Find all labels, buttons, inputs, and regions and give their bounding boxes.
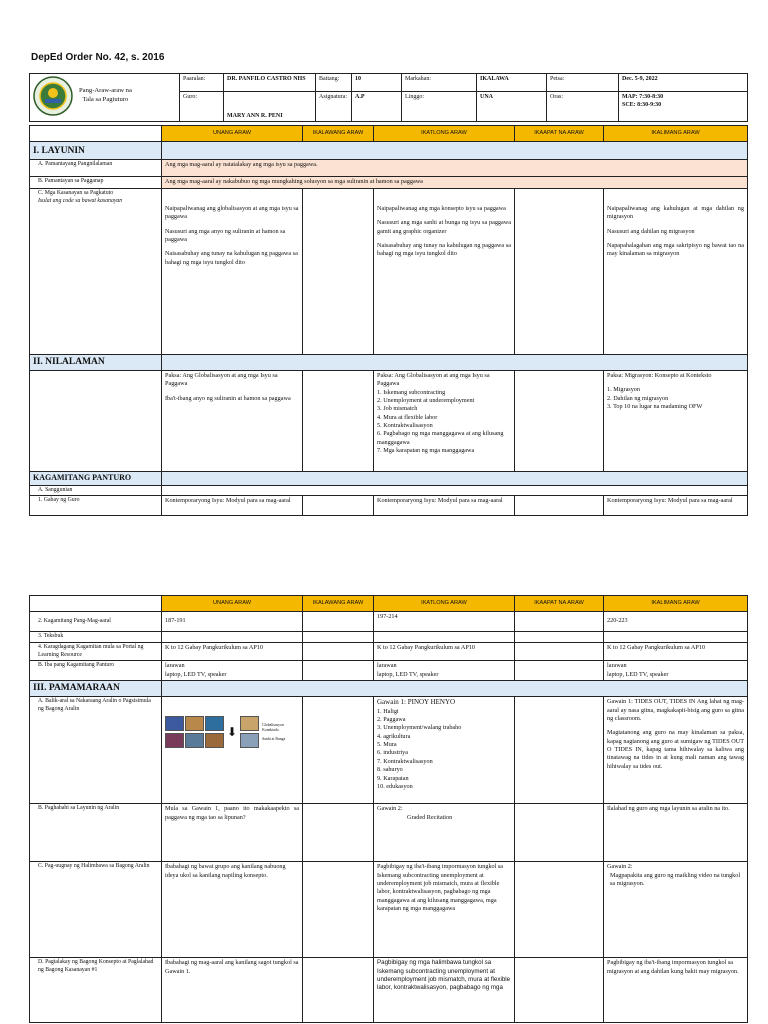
pinoy-henyo-item: 2. Paggawa bbox=[377, 716, 406, 724]
paghahabi-day3-head: Gawain 2: bbox=[377, 805, 403, 813]
iba-pang-day5-l1: larawan bbox=[607, 662, 627, 670]
deped-seal-logo bbox=[33, 76, 73, 116]
petsa-label: Petsa: bbox=[547, 74, 619, 92]
section-pamamaraan: III. PAMAMARAAN bbox=[30, 681, 162, 697]
balik-aral-day3-head: Gawain 1: PINOY HENYO bbox=[377, 698, 456, 707]
nilalaman-list-item: 6. Pagbabago ng mga manggagawa at ang kilusang manggagawa bbox=[377, 430, 504, 446]
iba-pang-day2 bbox=[303, 661, 374, 681]
kasanayan-day2 bbox=[303, 189, 374, 355]
day-header-2b: IKALAWANG ARAW bbox=[303, 596, 374, 612]
section-layunin: I. LAYUNIN bbox=[30, 142, 162, 160]
paaralan-value: DR. PANFILO CASTRO NHS bbox=[224, 74, 316, 92]
collage-image-6 bbox=[205, 733, 224, 748]
nilalaman-day1 bbox=[162, 370, 303, 471]
kasanayan-day5-p3: Napapahalagahan ang mga sakripisyo ng bawat tao na may kinalaman sa migrasyon bbox=[607, 242, 744, 258]
iba-pang-day3 bbox=[374, 661, 515, 681]
markahan-label: Markahan: bbox=[402, 74, 477, 92]
pag-uugnay-day2 bbox=[303, 862, 374, 958]
kagamitang-pang-mag-aaral-label: 2. Kagamitang Pang-Mag-aaral bbox=[30, 612, 162, 632]
collage-image-1 bbox=[165, 716, 184, 731]
gabay-day5: Kontemporaryong Isyu: Modyul para sa mag-aaral bbox=[604, 496, 748, 516]
kasanayan-day1 bbox=[162, 189, 303, 355]
kasanayan-day3-p1: Naipapaliwanag ang mga konsepto isyu sa paggawa bbox=[377, 205, 506, 212]
paaralan-label: Paaralan: bbox=[180, 74, 224, 92]
nilalaman-label-cell bbox=[30, 370, 162, 471]
nilalaman-list-item: 3. Top 10 na lugar na madaming OFW bbox=[607, 402, 703, 410]
header-logo-cell bbox=[30, 74, 180, 122]
pinoy-henyo-item: 6. industriya bbox=[377, 749, 408, 757]
balik-aral-day1 bbox=[162, 697, 303, 804]
pinoy-henyo-item: 8. sahuryo bbox=[377, 766, 403, 774]
kasanayan-day5 bbox=[604, 189, 748, 355]
pag-uugnay-day1: Ibabahagi ng bawat grupo ang kanilang nabuong ideya ukol sa kanilang napiling konsepto. bbox=[162, 862, 303, 958]
iba-pang-day4 bbox=[515, 661, 604, 681]
gabay-ng-guro-label: 1. Gabay ng Guro bbox=[30, 496, 162, 516]
pages-day2 bbox=[303, 612, 374, 632]
iba-pang-day1-l2: laptop, LED TV, speaker bbox=[165, 670, 227, 678]
arrow-down-icon: ⬇ bbox=[227, 724, 238, 739]
collage-image-4 bbox=[165, 733, 184, 748]
pamantayang-pangnilalaman-text: Ang mga mag-aaral ay natatalakay ang mga isyu sa paggawa. bbox=[162, 160, 748, 177]
paghahabi-day3 bbox=[374, 804, 515, 862]
linggo-value: UNA bbox=[477, 92, 547, 122]
paghahabi-day5: Ilalahad ng guro ang mga layunin sa aralin na ito. bbox=[604, 804, 748, 862]
teksbuk-label: 3. Teksbuk bbox=[30, 632, 162, 643]
sanggunian-label: A. Sanggunian bbox=[30, 485, 162, 496]
day-header-1: UNANG ARAW bbox=[162, 126, 303, 142]
markahan-value: IKALAWA bbox=[477, 74, 547, 92]
document-title: DepEd Order No. 42, s. 2016 bbox=[31, 52, 165, 63]
pamantayan-sa-pagganap-label: B. Pamantayan sa Pagganap bbox=[30, 177, 162, 189]
pagtalakay-day3: Pagbibigay ng mga halimbawa tungkol sa Iskemang subcontracting unemployment at underemployment job mismatch, mura at flexible labor, kontraktwalisasyon, pagbabago ng mga bbox=[374, 958, 515, 1023]
nilalaman-list-item: 2. Unemployment at underemployment bbox=[377, 396, 475, 404]
nilalaman-day3-head: Paksa: Ang Globalisasyon at ang mga Isyu sa Paggawa bbox=[377, 371, 490, 388]
day-header-3: IKATLONG ARAW bbox=[374, 126, 515, 142]
karagdagang-kagamitan-label: 4. Karagdagang Kagamitan mula sa Portal ng Learning Resource bbox=[30, 642, 162, 661]
kasanayan-title: C. Mga Kasanayan sa Pagkatuto bbox=[38, 190, 114, 196]
pagtalakay-day5: Pagbibigay ng iba't-ibang impormasyon tungkol sa migrasyon at ang dahilan kung bakit may migrasyon. bbox=[604, 958, 748, 1023]
pagtalakay-day2 bbox=[303, 958, 374, 1023]
balik-aral-day5-p1: Gawain 1: TIDES OUT, TIDES IN Ang lahat ng mag-aaral ay nasa gitna, magkakapit-bisig ang guro sa gitna ng classroom. bbox=[607, 698, 744, 722]
form-title-line1: Pang-Araw-araw na bbox=[79, 87, 132, 95]
nilalaman-list-item: 1. Iskemang subcontracting bbox=[377, 388, 446, 396]
day-header-5b: IKALIMANG ARAW bbox=[604, 596, 748, 612]
paghahabi-day1: Mula sa Gawain 1, paano ito makakaapekto sa paggawa ng mga tao sa lipunan? bbox=[162, 804, 303, 862]
gabay-day4 bbox=[515, 496, 604, 516]
kasanayan-day5-p2: Nasusuri ang dahilan ng migrasyon bbox=[607, 227, 695, 235]
section-kagamitang-panturo: KAGAMITANG PANTURO bbox=[30, 471, 162, 485]
day-header-3b: IKATLONG ARAW bbox=[374, 596, 515, 612]
gabay-day1: Kontemporaryong Isyu: Modyul para sa mag-aaral bbox=[162, 496, 303, 516]
paghahabi-day2 bbox=[303, 804, 374, 862]
section-nilalaman: II. NILALAMAN bbox=[30, 355, 162, 371]
karagdagang-day5: K to 12 Gabay Pangkurikulum sa AP10 bbox=[604, 642, 748, 661]
oras-map: MAP: 7:30-8:30 bbox=[622, 94, 664, 100]
guro-value: MARY ANN R. PENI bbox=[224, 92, 316, 122]
pag-uugnay-day5-text: Magpapakita ang guro ng maikling video na tungkol sa migrasyon. bbox=[610, 871, 741, 887]
kasanayan-subtitle: Isulat ang code sa bawat kasanayan bbox=[38, 197, 123, 204]
mga-kasanayan-label bbox=[30, 189, 162, 355]
pages-day1: 187-191 bbox=[162, 612, 303, 632]
corner-cell-2 bbox=[30, 596, 162, 612]
kasanayan-day3-p3: Naisasabuhay ang tunay na kahulugan ng paggawa sa bahagi ng mga isyu tungkol dito bbox=[377, 242, 511, 258]
pinoy-henyo-item: 1. Haligi bbox=[377, 707, 399, 715]
nilalaman-day5-list bbox=[607, 386, 744, 411]
pag-uugnay-day5 bbox=[604, 862, 748, 958]
karagdagang-day1: K to 12 Gabay Pangkurikulum sa AP10 bbox=[162, 642, 303, 661]
form-title-line2: Tala sa Pagtuturo bbox=[82, 96, 129, 103]
iba-pang-day3-l1: larawan bbox=[377, 662, 397, 670]
pinoy-henyo-item: 9. Karapatan bbox=[377, 774, 409, 782]
lesson-plan-table-2 bbox=[29, 595, 748, 1023]
balik-aral-day2 bbox=[303, 697, 374, 804]
pag-uugnay-day5-head: Gawain 2: bbox=[607, 863, 633, 871]
balik-aral-day3-list bbox=[377, 708, 511, 792]
nilalaman-day4 bbox=[515, 370, 604, 471]
gabay-day3: Kontemporaryong Isyu: Modyul para sa mag-aaral bbox=[374, 496, 515, 516]
pinoy-henyo-item: 7. Kontraktwalisasyon bbox=[377, 757, 433, 765]
lesson-plan-table-1 bbox=[29, 125, 748, 516]
linggo-label: Linggo: bbox=[402, 92, 477, 122]
iba-pang-day3-l2: laptop, LED TV, speaker bbox=[377, 670, 439, 678]
collage-image-7 bbox=[240, 716, 259, 731]
karagdagang-day2 bbox=[303, 642, 374, 661]
oras-value bbox=[619, 92, 748, 122]
nilalaman-list-item: 1. Migrasyon bbox=[607, 386, 640, 394]
baitang-value: 10 bbox=[352, 74, 402, 92]
iba-pang-day1 bbox=[162, 661, 303, 681]
pag-uugnay-day4 bbox=[515, 862, 604, 958]
guro-label: Guro: bbox=[180, 92, 224, 122]
day-header-2: IKALAWANG ARAW bbox=[303, 126, 374, 142]
pagtalakay-label: D. Pagtalakay ng Bagong Konsepto at Paglalahad ng Bagong Kasanayan #1 bbox=[30, 958, 162, 1023]
pages-day4 bbox=[515, 612, 604, 632]
iba-pang-day1-l1: larawan bbox=[165, 662, 185, 670]
nilalaman-day5-head: Paksa: Migrasyon: Konsepto at Konteksto bbox=[607, 371, 712, 379]
petsa-value: Dec. 5-9, 2022 bbox=[619, 74, 748, 92]
day-header-5: IKALIMANG ARAW bbox=[604, 126, 748, 142]
pagtalakay-day1: Ibabahagi ng mag-aaral ang kanilang sagot tungkol sa Gawain 1. bbox=[162, 958, 303, 1023]
balik-aral-day5 bbox=[604, 697, 748, 804]
collage-image-3 bbox=[205, 716, 224, 731]
balik-aral-label: A. Balik-aral sa Nakaraang Aralin o Pagsisimula ng Bagong Aralin bbox=[30, 697, 162, 804]
day-header-4: IKAAPAT NA ARAW bbox=[515, 126, 604, 142]
collage-image-8 bbox=[240, 733, 259, 748]
asignatura-value: A.P bbox=[352, 92, 402, 122]
paghahabi-day3-sub: Graded Recitation bbox=[407, 813, 453, 821]
pamantayang-pangnilalaman-label: A. Pamantayang Pangnilalaman bbox=[30, 160, 162, 177]
nilalaman-day1-p1: Paksa: Ang Globalisasyon at ang mga Isyu sa Paggawa bbox=[165, 371, 278, 388]
baitang-label: Baitang: bbox=[316, 74, 352, 92]
kasanayan-day1-p2: Nasusuri ang mga anyo ng suliranin at hamon sa paggawa bbox=[165, 227, 286, 244]
collage-label-2: Sanhi at Bunga bbox=[262, 736, 286, 741]
collage-image-5 bbox=[185, 733, 204, 748]
day-header-1b: UNANG ARAW bbox=[162, 596, 303, 612]
kasanayan-day1-p1: Naipapaliwanag ang globalisasyon at ang mga isyu sa paggawa bbox=[165, 205, 299, 221]
iba-pang-day5 bbox=[604, 661, 748, 681]
asignatura-label: Asignatura: bbox=[316, 92, 352, 122]
nilalaman-list-item: 4. Mura at flexible labor bbox=[377, 413, 438, 421]
day-header-4b: IKAAPAT NA ARAW bbox=[515, 596, 604, 612]
pamantayan-sa-pagganap-text: Ang mga mag-aaral ay nakabubuo ng mga mungkahing solusyon sa mga suliranin at hamon sa paggawa bbox=[162, 177, 748, 189]
karagdagang-day4 bbox=[515, 642, 604, 661]
pages-day3: 197-214 bbox=[374, 612, 515, 632]
kasanayan-day5-p1: Naipapaliwanag ang kahulugan at mga dahilan ng migrasyon bbox=[607, 205, 744, 221]
nilalaman-day5 bbox=[604, 370, 748, 471]
pinoy-henyo-item: 10. edukasyon bbox=[377, 782, 413, 790]
pag-uugnay-label: C. Pag-uugnay ng Halimbawa sa Bagong Aralin bbox=[30, 862, 162, 958]
iba-pang-day5-l2: laptop, LED TV, speaker bbox=[607, 670, 669, 678]
pagtalakay-day4 bbox=[515, 958, 604, 1023]
oras-label: Oras: bbox=[547, 92, 619, 122]
corner-cell bbox=[30, 126, 162, 142]
karagdagang-day3: K to 12 Gabay Pangkurikulum sa AP10 bbox=[374, 642, 515, 661]
kasanayan-day4 bbox=[515, 189, 604, 355]
balik-aral-day3 bbox=[374, 697, 515, 804]
iba-pang-kagamitan-label: B. Iba pang Kagamitang Panturo bbox=[30, 661, 162, 681]
nilalaman-list-item: 7. Mga karapatan ng mga manggagawa bbox=[377, 447, 475, 455]
gabay-day2 bbox=[303, 496, 374, 516]
balik-aral-day5-p2: Magtatanong ang guro na may kinalaman sa paksa, kapag nagtanong ang guro at sumigaw ng TIDES OUT O TIDES IN, kapag tama hihiwalay sa kaliwa ang tinatawag na tides in at kung mali naman ang tawag hihiwalay sa tides out. bbox=[607, 729, 744, 770]
pag-uugnay-day3: Pagbibigay ng iba't-ibang impormasyon tungkol sa Iskemang subcontracting unemployment at underemployment job mismatch, mura at flexible labor, kontraktwalisasyon, pagbabago ng mga manggagawa at ang kilusang manggagawa, mga karapatan ng mga manggagawa bbox=[374, 862, 515, 958]
header-table bbox=[29, 73, 748, 122]
pinoy-henyo-item: 4. agrikultura bbox=[377, 732, 411, 740]
nilalaman-day3-list bbox=[377, 389, 511, 456]
nilalaman-list-item: 2. Dahilan ng migrasyon bbox=[607, 394, 669, 402]
collage-label-1: Globalisasyon Konektado bbox=[262, 723, 284, 732]
nilalaman-day1-p2: Iba't-ibang anyo ng suliranin at hamon sa paggawa bbox=[165, 394, 291, 402]
paghahabi-label: B. Paghahabi sa Layunin ng Aralin bbox=[30, 804, 162, 862]
nilalaman-list-item: 5. Kontraktwalisasyon bbox=[377, 421, 433, 429]
pinoy-henyo-item: 5. Mura bbox=[377, 741, 397, 749]
kasanayan-day3 bbox=[374, 189, 515, 355]
kasanayan-day3-p2: Nasusuri ang mga sanhi at bunga ng isyu sa paggawa gamit ang graphic organizer bbox=[377, 219, 511, 235]
kasanayan-day1-p3: Naisasabuhay ang tunay na kahulugan ng paggawa sa bahagi ng mga isyu tungkol dito bbox=[165, 250, 298, 266]
pages-day5: 220-223 bbox=[604, 612, 748, 632]
nilalaman-list-item: 3. Job mismatch bbox=[377, 405, 418, 413]
pinoy-henyo-item: 3. Unemployment/walang trabaho bbox=[377, 724, 462, 732]
nilalaman-day2 bbox=[303, 370, 374, 471]
balik-aral-day4 bbox=[515, 697, 604, 804]
paghahabi-day4 bbox=[515, 804, 604, 862]
oras-sce: SCE: 8:30-9:30 bbox=[622, 102, 662, 109]
collage-image-2 bbox=[185, 716, 204, 731]
nilalaman-day3 bbox=[374, 370, 515, 471]
